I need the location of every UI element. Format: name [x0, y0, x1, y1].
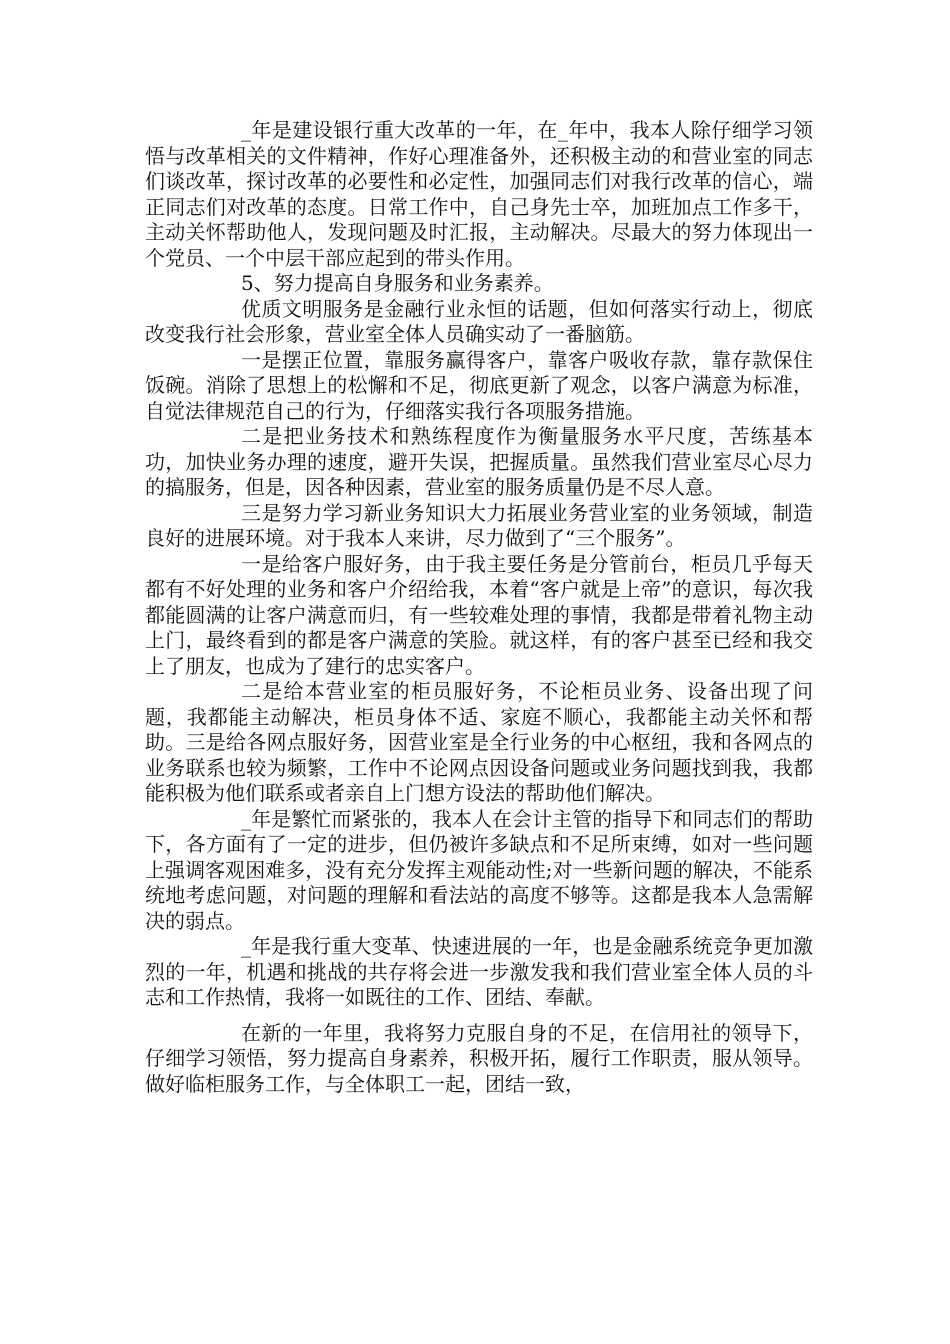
paragraph-busy-year: _年是繁忙而紧张的，我本人在会计主管的指导下和同志们的帮助下，各方面有了一定的进步，但仍被许多缺点和不足所束缚，如对一些问题上强调客观困难多，没有充分发挥主观能动性;对一些新问题的解决，不能系统地考虑问题，对问题的理解和看法站的高度不够等。这都是我本人急需解决的弱点。 [145, 806, 813, 933]
paragraph-serve-customers: 一是给客户服好务，由于我主要任务是分管前台，柜员几乎每天都有不好处理的业务和客户介绍给我，本着“客户就是上帝”的意识，每次我都能圆满的让客户满意而归，有一些较难处理的事情，我都是带着礼物主动上门，最终看到的都是客户满意的笑脸。就这样，有的客户甚至已经和我交上了朋友，也成为了建行的忠实客户。 [145, 551, 813, 678]
document-body [145, 118, 813, 1097]
paragraph-point-two-skills: 二是把业务技术和熟练程度作为衡量服务水平尺度，苦练基本功，加快业务办理的速度，避开失误，把握质量。虽然我们营业室尽心尽力的搞服务，但是，因各种因素，营业室的服务质量仍是不尽人意。 [145, 424, 813, 499]
paragraph-quality-service: 优质文明服务是金融行业永恒的话题，但如何落实行动上，彻底改变我行社会形象，营业室全体人员确实动了一番脑筋。 [145, 296, 813, 346]
paragraph-reform-year: _年是建设银行重大改革的一年，在_年中，我本人除仔细学习领悟与改革相关的文件精神，作好心理准备外，还积极主动的和营业室的同志们谈改革，探讨改革的必要性和必定性，加强同志们对我行改革的信心，端正同志们对改革的态度。日常工作中，自己身先士卒，加班加点工作多干，主动关怀帮助他人，发现问题及时汇报，主动解决。尽最大的努力体现出一个党员、一个中层干部应起到的带头作用。 [145, 118, 813, 270]
paragraph-major-change-year: _年是我行重大变革、快速进展的一年，也是金融系统竞争更加激烈的一年，机遇和挑战的共存将会进一步激发我和我们营业室全体人员的斗志和工作热情，我将一如既往的工作、团结、奉献。 [145, 934, 813, 1009]
paragraph-heading-5: 5、努力提高自身服务和业务素养。 [241, 271, 554, 295]
paragraph-serve-tellers: 二是给本营业室的柜员服好务，不论柜员业务、设备出现了问题，我都能主动解决，柜员身体不适、家庭不顺心，我都能主动关怀和帮助。三是给各网点服好务，因营业室是全行业务的中心枢纽，我和各网点的业务联系也较为频繁，工作中不论网点因设备问题或业务问题找到我，我都能积极为他们联系或者亲自上门想方设法的帮助他们解决。 [145, 679, 813, 805]
paragraph-point-one-position: 一是摆正位置，靠服务赢得客户，靠客户吸收存款，靠存款保住饭碗。消除了思想上的松懈和不足，彻底更新了观念，以客户满意为标准，自觉法律规范自己的行为，仔细落实我行各项服务措施。 [145, 347, 813, 423]
paragraph-point-three-new-business: 三是努力学习新业务知识大力拓展业务营业室的业务领域，制造良好的进展环境。对于我本人来讲，尽力做到了“三个服务”。 [145, 500, 813, 550]
paragraph-new-year: 在新的一年里，我将努力克服自身的不足，在信用社的领导下，仔细学习领悟，努力提高自身素养，积极开拓，履行工作职责，服从领导。做好临柜服务工作，与全体职工一起，团结一致， [145, 1020, 813, 1096]
